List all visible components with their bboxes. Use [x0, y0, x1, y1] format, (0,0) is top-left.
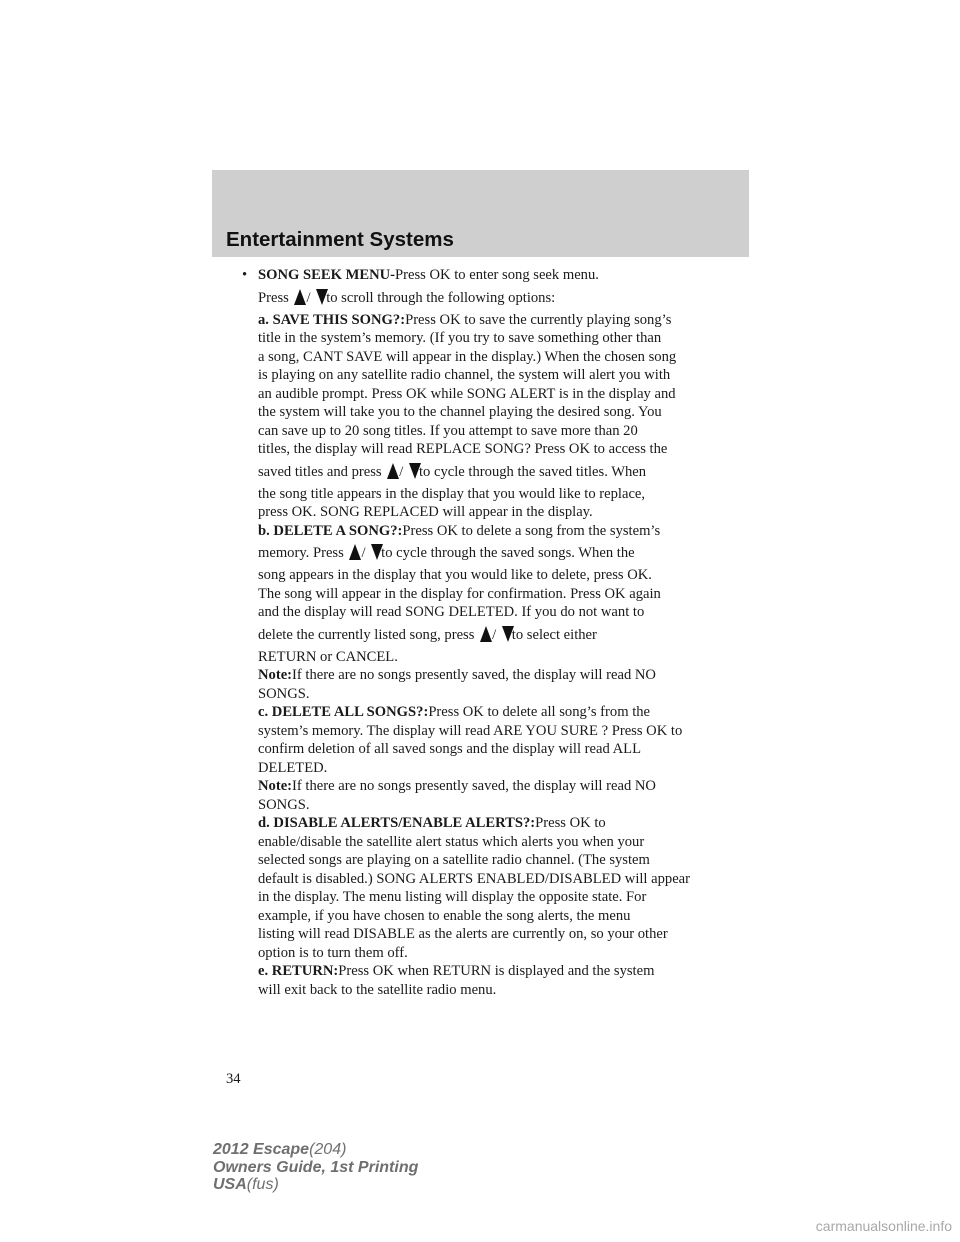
option-e: e. RETURN:Press OK when RETURN is displayed and the system will exit back to the satellite radio menu.: [258, 963, 655, 998]
option-b: b. DELETE A SONG?:Press OK to delete a song from the system’s memory. Press / to cycle through the saved songs. When the song appears in the display that you would like to delete, press OK. The song will appear in the display for confirmation. Press OK again and the display will read SONG DELETED. If you do not want to delete the currently listed song, press / to select either RETURN or CANCEL. Note:If there are no songs presently saved, the display will read NO SONGS.: [258, 522, 661, 702]
down-triangle-icon: [478, 623, 516, 645]
bullet: •: [242, 267, 248, 283]
scroll-line: Press / to scroll through the following options:: [226, 285, 756, 311]
song-seek-text: Press OK to enter song seek menu.: [395, 267, 599, 283]
up-down-arrows: [292, 286, 330, 308]
option-e-label: e. RETURN:: [258, 963, 339, 979]
option-d-label: d. DISABLE ALERTS/ENABLE ALERTS?:: [258, 815, 536, 831]
page-number: 34: [226, 1071, 241, 1087]
option-a-label: a. SAVE THIS SONG?:: [258, 311, 406, 328]
note-label: Note:: [258, 778, 293, 794]
option-c-label: c. DELETE ALL SONGS?:: [258, 704, 429, 720]
option-d: d. DISABLE ALERTS/ENABLE ALERTS?:Press OK to enable/disable the satellite alert status which alerts you when your selected songs are playing on a satellite radio channel. (The system default is disabled.) SONG ALERTS ENABLED/DISABLED will appear in the display. The menu listing will display the opposite state. For example, if you have chosen to enable the song alerts, the menu listing will read DISABLE as the alerts are currently on, so your other option is to turn them off.: [258, 815, 691, 961]
up-down-arrows: [385, 460, 423, 482]
option-c: c. DELETE ALL SONGS?:Press OK to delete all song’s from the system’s memory. The display will read ARE YOU SURE ? Press OK to confirm deletion of all saved songs and the display will read ALL DELETED. Note:If there are no songs presently saved, the display will read NO SONGS.: [258, 704, 683, 813]
watermark-link[interactable]: carmanualsonline.info: [815, 1218, 952, 1234]
down-triangle-icon: [292, 286, 330, 308]
page-body: [226, 266, 756, 999]
note-label: Note:: [258, 667, 293, 683]
down-triangle-icon: [385, 460, 423, 482]
song-seek-label: SONG SEEK MENU-: [258, 267, 396, 283]
up-down-arrows: [478, 623, 516, 645]
option-a: a. SAVE THIS SONG?:Press OK to save the currently playing song’s title in the system’s memory. (If you try to save something other than a song, CANT SAVE will appear in the display.) When the chosen song is playing on any satellite radio channel, the system will alert you with an audible prompt. Press OK while SONG ALERT is in the display and the system will take you to the channel playing the desired song. You can save up to 20 song titles. If you attempt to save more than 20 titles, the display will read REPLACE SONG? Press OK to access the saved titles and press / to cycle through the saved titles. When the song title appears in the display that you would like to replace, press OK. SONG REPLACED will appear in the display.: [258, 311, 677, 520]
print-footer: 2012 Escape(204) Owners Guide, 1st Printing USA(fus): [213, 1141, 419, 1193]
down-triangle-icon: [347, 541, 385, 563]
up-down-arrows: [347, 541, 385, 563]
song-seek-line: [226, 266, 756, 285]
section-title: Entertainment Systems: [226, 228, 454, 251]
option-b-label: b. DELETE A SONG?:: [258, 522, 403, 539]
